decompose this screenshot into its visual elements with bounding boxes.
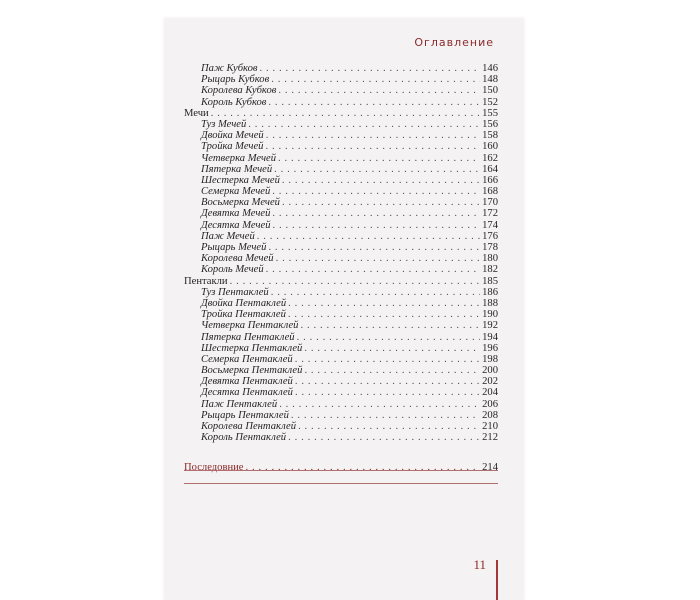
toc-entry-title: Паж Кубков xyxy=(201,63,258,74)
dot-leader xyxy=(274,164,480,175)
toc-entry-title: Король Кубков xyxy=(201,96,267,108)
toc-entry xyxy=(184,108,498,119)
toc-entry-page: 168 xyxy=(482,186,498,198)
toc-entry xyxy=(184,186,498,197)
toc-entry xyxy=(184,354,498,365)
toc-entry xyxy=(184,153,498,164)
toc-entry xyxy=(184,164,498,175)
dot-leader xyxy=(260,63,481,74)
toc-entry xyxy=(184,309,498,320)
toc-entry-page: 166 xyxy=(482,174,498,186)
toc-entry-title: Двойка Мечей xyxy=(201,130,264,142)
dot-leader xyxy=(271,287,480,298)
toc-entry xyxy=(184,432,498,443)
dot-leader xyxy=(248,119,480,130)
dot-leader xyxy=(288,298,480,309)
dot-leader xyxy=(304,365,480,376)
toc-entry xyxy=(184,276,498,287)
toc-entry-page: 202 xyxy=(482,376,498,388)
toc-entry-page: 185 xyxy=(482,275,498,287)
dot-leader xyxy=(279,399,480,410)
dot-leader xyxy=(273,220,481,231)
dot-leader xyxy=(211,108,480,119)
toc-entry xyxy=(184,119,498,130)
toc-entry-page: 150 xyxy=(482,85,498,97)
dot-leader xyxy=(297,332,481,343)
toc-entry-title: Четверка Пентаклей xyxy=(201,320,299,332)
page-number: 11 xyxy=(473,557,486,572)
dot-leader xyxy=(278,153,480,164)
dot-leader xyxy=(230,276,481,287)
toc-entry-title: Десятка Пентаклей xyxy=(201,387,293,399)
toc-entry-page: 156 xyxy=(482,118,498,130)
toc-entry xyxy=(184,287,498,298)
toc-entry xyxy=(184,242,498,253)
dot-leader xyxy=(272,186,480,197)
toc-entry-title: Четверка Мечей xyxy=(201,152,277,164)
toc-entry-title: Король Пентаклей xyxy=(201,432,287,444)
toc-entry-title: Восьмерка Мечей xyxy=(201,197,280,209)
toc-entry xyxy=(184,421,498,432)
dot-leader xyxy=(257,231,480,242)
divider-rule xyxy=(184,470,498,471)
dot-leader xyxy=(282,197,480,208)
dot-leader xyxy=(278,85,480,96)
toc-entry-title: Рыцарь Кубков xyxy=(201,74,270,86)
dot-leader xyxy=(300,320,480,331)
dot-leader xyxy=(268,97,480,108)
dot-leader xyxy=(295,387,480,398)
toc-entry xyxy=(184,220,498,231)
dot-leader xyxy=(304,343,480,354)
toc-entry-page: 164 xyxy=(482,163,498,175)
dot-leader xyxy=(295,376,480,387)
toc-entry-page: 182 xyxy=(482,264,498,276)
dot-leader xyxy=(271,74,480,85)
dot-leader xyxy=(282,175,480,186)
toc-entry-title: Девятка Пентаклей xyxy=(201,376,293,388)
toc-entry xyxy=(184,343,498,354)
toc-entry-title: Туз Мечей xyxy=(201,118,247,130)
toc-entry-page: 146 xyxy=(482,63,498,74)
toc-entry-afterword xyxy=(184,462,498,473)
toc-entry-page: 162 xyxy=(482,152,498,164)
toc-entry xyxy=(184,387,498,398)
toc-entry-title: Мечи xyxy=(184,107,209,119)
toc-entry xyxy=(184,365,498,376)
toc-entry-page: 214 xyxy=(482,462,498,474)
toc-entry-page: 155 xyxy=(482,107,498,119)
toc-entry-title: Двойка Пентаклей xyxy=(201,297,287,309)
toc-entry-page: 210 xyxy=(482,421,498,432)
dot-leader xyxy=(268,242,480,253)
toc-entry xyxy=(184,298,498,309)
toc-entry-page: 158 xyxy=(482,130,498,142)
toc-entry-title: Семерка Пентаклей xyxy=(201,353,293,365)
toc-entry xyxy=(184,141,498,152)
running-head: Оглавление xyxy=(414,36,494,49)
toc-entry-page: 152 xyxy=(482,96,498,108)
toc-entry xyxy=(184,399,498,410)
toc-entry xyxy=(184,332,498,343)
toc-entry xyxy=(184,130,498,141)
toc-entry-title: Паж Мечей xyxy=(201,230,255,242)
toc-entry-page: 190 xyxy=(482,309,498,321)
dot-leader xyxy=(246,462,481,473)
toc-entry-page: 148 xyxy=(482,74,498,86)
table-of-contents xyxy=(184,63,498,474)
toc-entry xyxy=(184,410,498,421)
toc-entry-title: Шестерка Мечей xyxy=(201,174,280,186)
toc-entry xyxy=(184,197,498,208)
toc-entry-title: Шестерка Пентаклей xyxy=(201,342,303,354)
toc-entry-page: 206 xyxy=(482,398,498,410)
toc-entry-page: 176 xyxy=(482,230,498,242)
toc-entry xyxy=(184,63,498,74)
toc-entry-title: Восьмерка Пентаклей xyxy=(201,365,303,377)
toc-entry-page: 208 xyxy=(482,409,498,421)
dot-leader xyxy=(295,354,480,365)
toc-entry-title: Тройка Мечей xyxy=(201,141,264,153)
toc-entry-title: Туз Пентаклей xyxy=(201,286,269,298)
toc-entry-title: Тройка Пентаклей xyxy=(201,309,286,321)
toc-entry-title: Король Мечей xyxy=(201,264,264,276)
toc-entry xyxy=(184,85,498,96)
toc-entry-title: Рыцарь Пентаклей xyxy=(201,409,289,421)
toc-entry-title: Пятерка Мечей xyxy=(201,163,273,175)
toc-entry-page: 160 xyxy=(482,141,498,153)
toc-entry-title: Семерка Мечей xyxy=(201,186,271,198)
toc-entry xyxy=(184,264,498,275)
toc-entry-title: Последовние xyxy=(184,462,244,474)
toc-entry-page: 172 xyxy=(482,208,498,220)
toc-entry xyxy=(184,175,498,186)
toc-entry-page: 188 xyxy=(482,297,498,309)
dot-leader xyxy=(288,309,480,320)
toc-entry-page: 212 xyxy=(482,432,498,444)
toc-entry-title: Десятка Мечей xyxy=(201,219,271,231)
dot-leader xyxy=(266,130,480,141)
toc-entry-page: 174 xyxy=(482,219,498,231)
toc-entry-page: 194 xyxy=(482,331,498,343)
toc-entry-title: Пентакли xyxy=(184,275,228,287)
toc-entry-page: 170 xyxy=(482,197,498,209)
toc-entry xyxy=(184,97,498,108)
toc-entry xyxy=(184,376,498,387)
toc-entry-title: Пятерка Пентаклей xyxy=(201,331,295,343)
toc-entry-page: 198 xyxy=(482,353,498,365)
dot-leader xyxy=(288,432,480,443)
toc-entry-page: 186 xyxy=(482,286,498,298)
toc-entry xyxy=(184,74,498,85)
toc-entry-title: Королева Мечей xyxy=(201,253,274,265)
dot-leader xyxy=(276,253,481,264)
toc-entry-page: 192 xyxy=(482,320,498,332)
toc-entry xyxy=(184,208,498,219)
toc-entry-title: Королева Кубков xyxy=(201,85,277,97)
toc-entry-page: 196 xyxy=(482,342,498,354)
toc-entry xyxy=(184,253,498,264)
toc-entry-title: Рыцарь Мечей xyxy=(201,242,267,253)
toc-entry-title: Королева Пентаклей xyxy=(201,421,297,432)
toc-entry-page: 204 xyxy=(482,387,498,399)
toc-entry-page: 180 xyxy=(482,253,498,265)
dot-leader xyxy=(291,410,480,421)
toc-entry xyxy=(184,320,498,331)
dot-leader xyxy=(272,208,480,219)
toc-entry xyxy=(184,231,498,242)
toc-entry-page: 178 xyxy=(482,242,498,253)
dot-leader xyxy=(265,141,480,152)
toc-entry-page: 200 xyxy=(482,365,498,377)
divider-rule xyxy=(184,483,498,484)
dot-leader xyxy=(266,264,480,275)
book-page xyxy=(164,18,524,600)
toc-entry-title: Девятка Мечей xyxy=(201,208,271,220)
dot-leader xyxy=(298,421,480,432)
toc-entry-title: Паж Пентаклей xyxy=(201,398,278,410)
folio-accent-bar xyxy=(496,560,498,600)
